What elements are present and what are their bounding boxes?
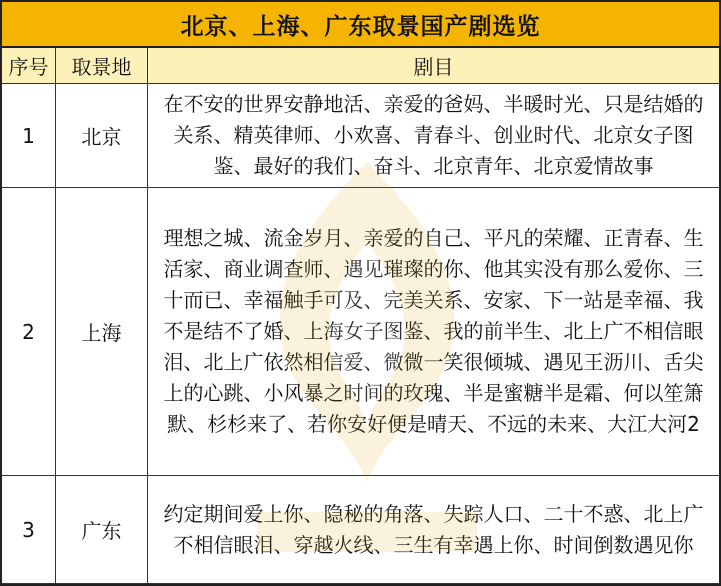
row-location: 北京 — [56, 84, 148, 187]
header-index: 序号 — [2, 48, 56, 83]
row-dramas: 理想之城、流金岁月、亲爱的自己、平凡的荣耀、正青春、生活家、商业调查师、遇见璀璨的你、他其实没有那么爱你、三十而已、幸福触手可及、完美关系、安家、下一站是幸福、我不是结不了婚、上海女子图鉴、我的前半生、北上广不相信眼泪、北上广依然相信爱、微微一笑很倾城、遇见王沥川、舌尖上的心跳、小风暴之时间的玫瑰、半是蜜糖半是霜、何以笙箫默、杉杉来了、若你安好便是晴天、不远的未来、大江大河2 — [163, 226, 704, 436]
row-location: 广东 — [56, 476, 148, 583]
table-row-beijing — [2, 84, 719, 188]
row-dramas: 在不安的世界安静地活、亲爱的爸妈、半暖时光、只是结婚的关系、精英律师、小欢喜、青春斗、创业时代、北京女子图鉴、最好的我们、奋斗、北京青年、北京爱情故事 — [163, 92, 704, 178]
row-location: 上海 — [56, 188, 148, 475]
row-index: 2 — [2, 188, 56, 475]
table-row-shanghai — [2, 188, 719, 476]
header-dramas: 剧目 — [413, 55, 454, 79]
row-index: 1 — [2, 84, 56, 187]
table-header-row — [2, 48, 719, 84]
row-index: 3 — [2, 476, 56, 583]
header-location: 取景地 — [56, 48, 148, 83]
row-dramas: 约定期间爱上你、隐秘的角落、失踪人口、二十不惑、北上广不相信眼泪、穿越火线、三生有幸遇上你、时间倒数遇见你 — [163, 501, 704, 557]
table-title-bar — [2, 2, 719, 48]
table-title: 北京、上海、广东取景国产剧选览 — [180, 13, 541, 40]
table-row-guangdong — [2, 476, 719, 584]
